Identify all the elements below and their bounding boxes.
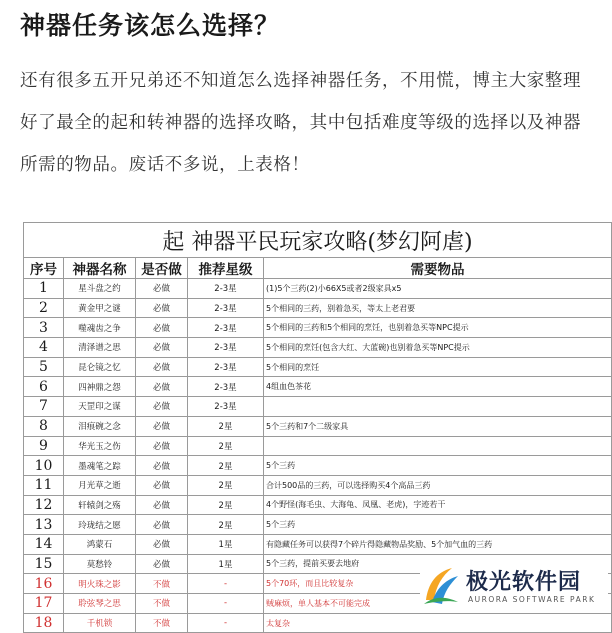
row-name: 天罡印之谋 <box>64 397 136 417</box>
row-items: 5个三药，提前买要去地府 <box>264 554 612 574</box>
row-do: 必做 <box>136 416 188 436</box>
row-do: 必做 <box>136 357 188 377</box>
row-index: 6 <box>24 377 64 397</box>
row-index: 5 <box>24 357 64 377</box>
row-items: 5个70环，而且比较复杂 <box>264 574 612 594</box>
article-title: 神器任务该怎么选择？ <box>20 11 281 40</box>
table-caption: 起 神器平民玩家攻略(梦幻阿虐) <box>24 223 612 258</box>
row-index: 14 <box>24 534 64 554</box>
aurora-logo-icon <box>422 566 460 606</box>
watermark-name: 极光软件园 <box>466 570 582 595</box>
row-name: 月光草之逝 <box>64 475 136 495</box>
watermark-subtitle: AURORA SOFTWARE PARK <box>468 595 596 604</box>
intro-paragraph: 还有很多五开兄弟还不知道怎么选择神器任务，不用慌，博主大家整理好了最全的起和转神器的选择攻略，其中包括难度等级的选择以及神器所需的物品。废话不多说，上表格！ <box>20 71 582 175</box>
row-name: 噬魂齿之争 <box>64 318 136 338</box>
row-stars: 2星 <box>188 436 264 456</box>
row-name: 轩辕剑之殇 <box>64 495 136 515</box>
row-name: 聆弦琴之思 <box>64 594 136 614</box>
table-caption-row <box>24 223 612 258</box>
row-do: 必做 <box>136 338 188 358</box>
header-do: 是否做 <box>136 258 188 279</box>
row-index: 15 <box>24 554 64 574</box>
row-stars: 2星 <box>188 475 264 495</box>
row-name: 莫愁铃 <box>64 554 136 574</box>
row-do: 必做 <box>136 318 188 338</box>
row-do: 必做 <box>136 279 188 299</box>
artifact-table-image <box>23 222 608 632</box>
row-do: 必做 <box>136 534 188 554</box>
row-items: 有隐藏任务可以获得7个碎片得隐藏物品奖励、5个加气血的三药 <box>264 534 612 554</box>
row-do: 必做 <box>136 456 188 476</box>
row-items: 5个相同的三药，别着急买，等太上老君要 <box>264 298 612 318</box>
row-index: 8 <box>24 416 64 436</box>
row-do: 必做 <box>136 436 188 456</box>
row-index: 9 <box>24 436 64 456</box>
table-header-row <box>24 258 612 279</box>
row-index: 7 <box>24 397 64 417</box>
row-items: (1)5个三药(2)小66X5或者2级家具x5 <box>264 279 612 299</box>
row-do: 必做 <box>136 475 188 495</box>
row-stars: 2星 <box>188 495 264 515</box>
row-stars: - <box>188 594 264 614</box>
row-stars: 1星 <box>188 534 264 554</box>
row-name: 四神鼎之怨 <box>64 377 136 397</box>
table-row <box>24 436 612 456</box>
row-do: 必做 <box>136 515 188 535</box>
table-row <box>24 298 612 318</box>
row-items: 5个相同的烹饪 <box>264 357 612 377</box>
row-stars: - <box>188 613 264 633</box>
row-name: 昆仑镜之忆 <box>64 357 136 377</box>
header-stars: 推荐星级 <box>188 258 264 279</box>
row-index: 3 <box>24 318 64 338</box>
row-name: 明火珠之影 <box>64 574 136 594</box>
header-name: 神器名称 <box>64 258 136 279</box>
row-do: 不做 <box>136 613 188 633</box>
row-index: 10 <box>24 456 64 476</box>
table-row <box>24 495 612 515</box>
row-index: 12 <box>24 495 64 515</box>
row-name: 星斗盘之约 <box>64 279 136 299</box>
row-name: 千机锁 <box>64 613 136 633</box>
row-index: 17 <box>24 594 64 614</box>
row-stars: 2-3星 <box>188 318 264 338</box>
table-row <box>24 357 612 377</box>
table-row <box>24 279 612 299</box>
row-index: 13 <box>24 515 64 535</box>
row-do: 必做 <box>136 495 188 515</box>
row-items <box>264 436 612 456</box>
table-row <box>24 475 612 495</box>
row-index: 16 <box>24 574 64 594</box>
row-stars: 2-3星 <box>188 397 264 417</box>
table-row <box>24 613 612 633</box>
row-stars: 2星 <box>188 416 264 436</box>
row-items: 5个三药和7个二级家具 <box>264 416 612 436</box>
row-index: 11 <box>24 475 64 495</box>
row-do: 必做 <box>136 554 188 574</box>
row-name: 黄金甲之谜 <box>64 298 136 318</box>
row-stars: - <box>188 574 264 594</box>
row-do: 不做 <box>136 574 188 594</box>
row-index: 18 <box>24 613 64 633</box>
row-index: 1 <box>24 279 64 299</box>
table-row <box>24 515 612 535</box>
row-do: 必做 <box>136 397 188 417</box>
row-stars: 2-3星 <box>188 357 264 377</box>
watermark <box>420 562 608 613</box>
row-do: 必做 <box>136 298 188 318</box>
row-index: 4 <box>24 338 64 358</box>
row-stars: 2-3星 <box>188 279 264 299</box>
row-items: 合计500品的三药，可以选择购买4个高品三药 <box>264 475 612 495</box>
row-stars: 2星 <box>188 515 264 535</box>
row-name: 玲珑结之愿 <box>64 515 136 535</box>
row-name: 墨魂笔之踪 <box>64 456 136 476</box>
header-items: 需要物品 <box>264 258 612 279</box>
row-items: 太复杂 <box>264 613 612 633</box>
row-items: 4个野怪(海毛虫、大海龟、凤凰、老虎)，字迹若干 <box>264 495 612 515</box>
row-items: 5个相同的烹饪(包含大红、大蓝碗)也别着急买等NPC提示 <box>264 338 612 358</box>
row-do: 必做 <box>136 377 188 397</box>
row-items: 5个三药 <box>264 515 612 535</box>
row-name: 华光玉之伤 <box>64 436 136 456</box>
row-items <box>264 397 612 417</box>
table-row <box>24 416 612 436</box>
table-row <box>24 534 612 554</box>
row-items: 5个相同的三药和5个相同的烹饪，也别着急买等NPC提示 <box>264 318 612 338</box>
row-stars: 1星 <box>188 554 264 574</box>
table-row <box>24 377 612 397</box>
row-items: 5个三药 <box>264 456 612 476</box>
table-row <box>24 338 612 358</box>
row-stars: 2-3星 <box>188 377 264 397</box>
row-do: 不做 <box>136 594 188 614</box>
table-row <box>24 397 612 417</box>
table-row <box>24 318 612 338</box>
row-stars: 2星 <box>188 456 264 476</box>
row-stars: 2-3星 <box>188 338 264 358</box>
row-index: 2 <box>24 298 64 318</box>
header-index: 序号 <box>24 258 64 279</box>
table-row <box>24 456 612 476</box>
row-name: 泪痕碗之念 <box>64 416 136 436</box>
row-items: 4组血色茶花 <box>264 377 612 397</box>
row-name: 清泽谱之思 <box>64 338 136 358</box>
row-name: 鸿蒙石 <box>64 534 136 554</box>
row-items: 贼麻烦，单人基本不可能完成 <box>264 594 612 614</box>
row-stars: 2-3星 <box>188 298 264 318</box>
